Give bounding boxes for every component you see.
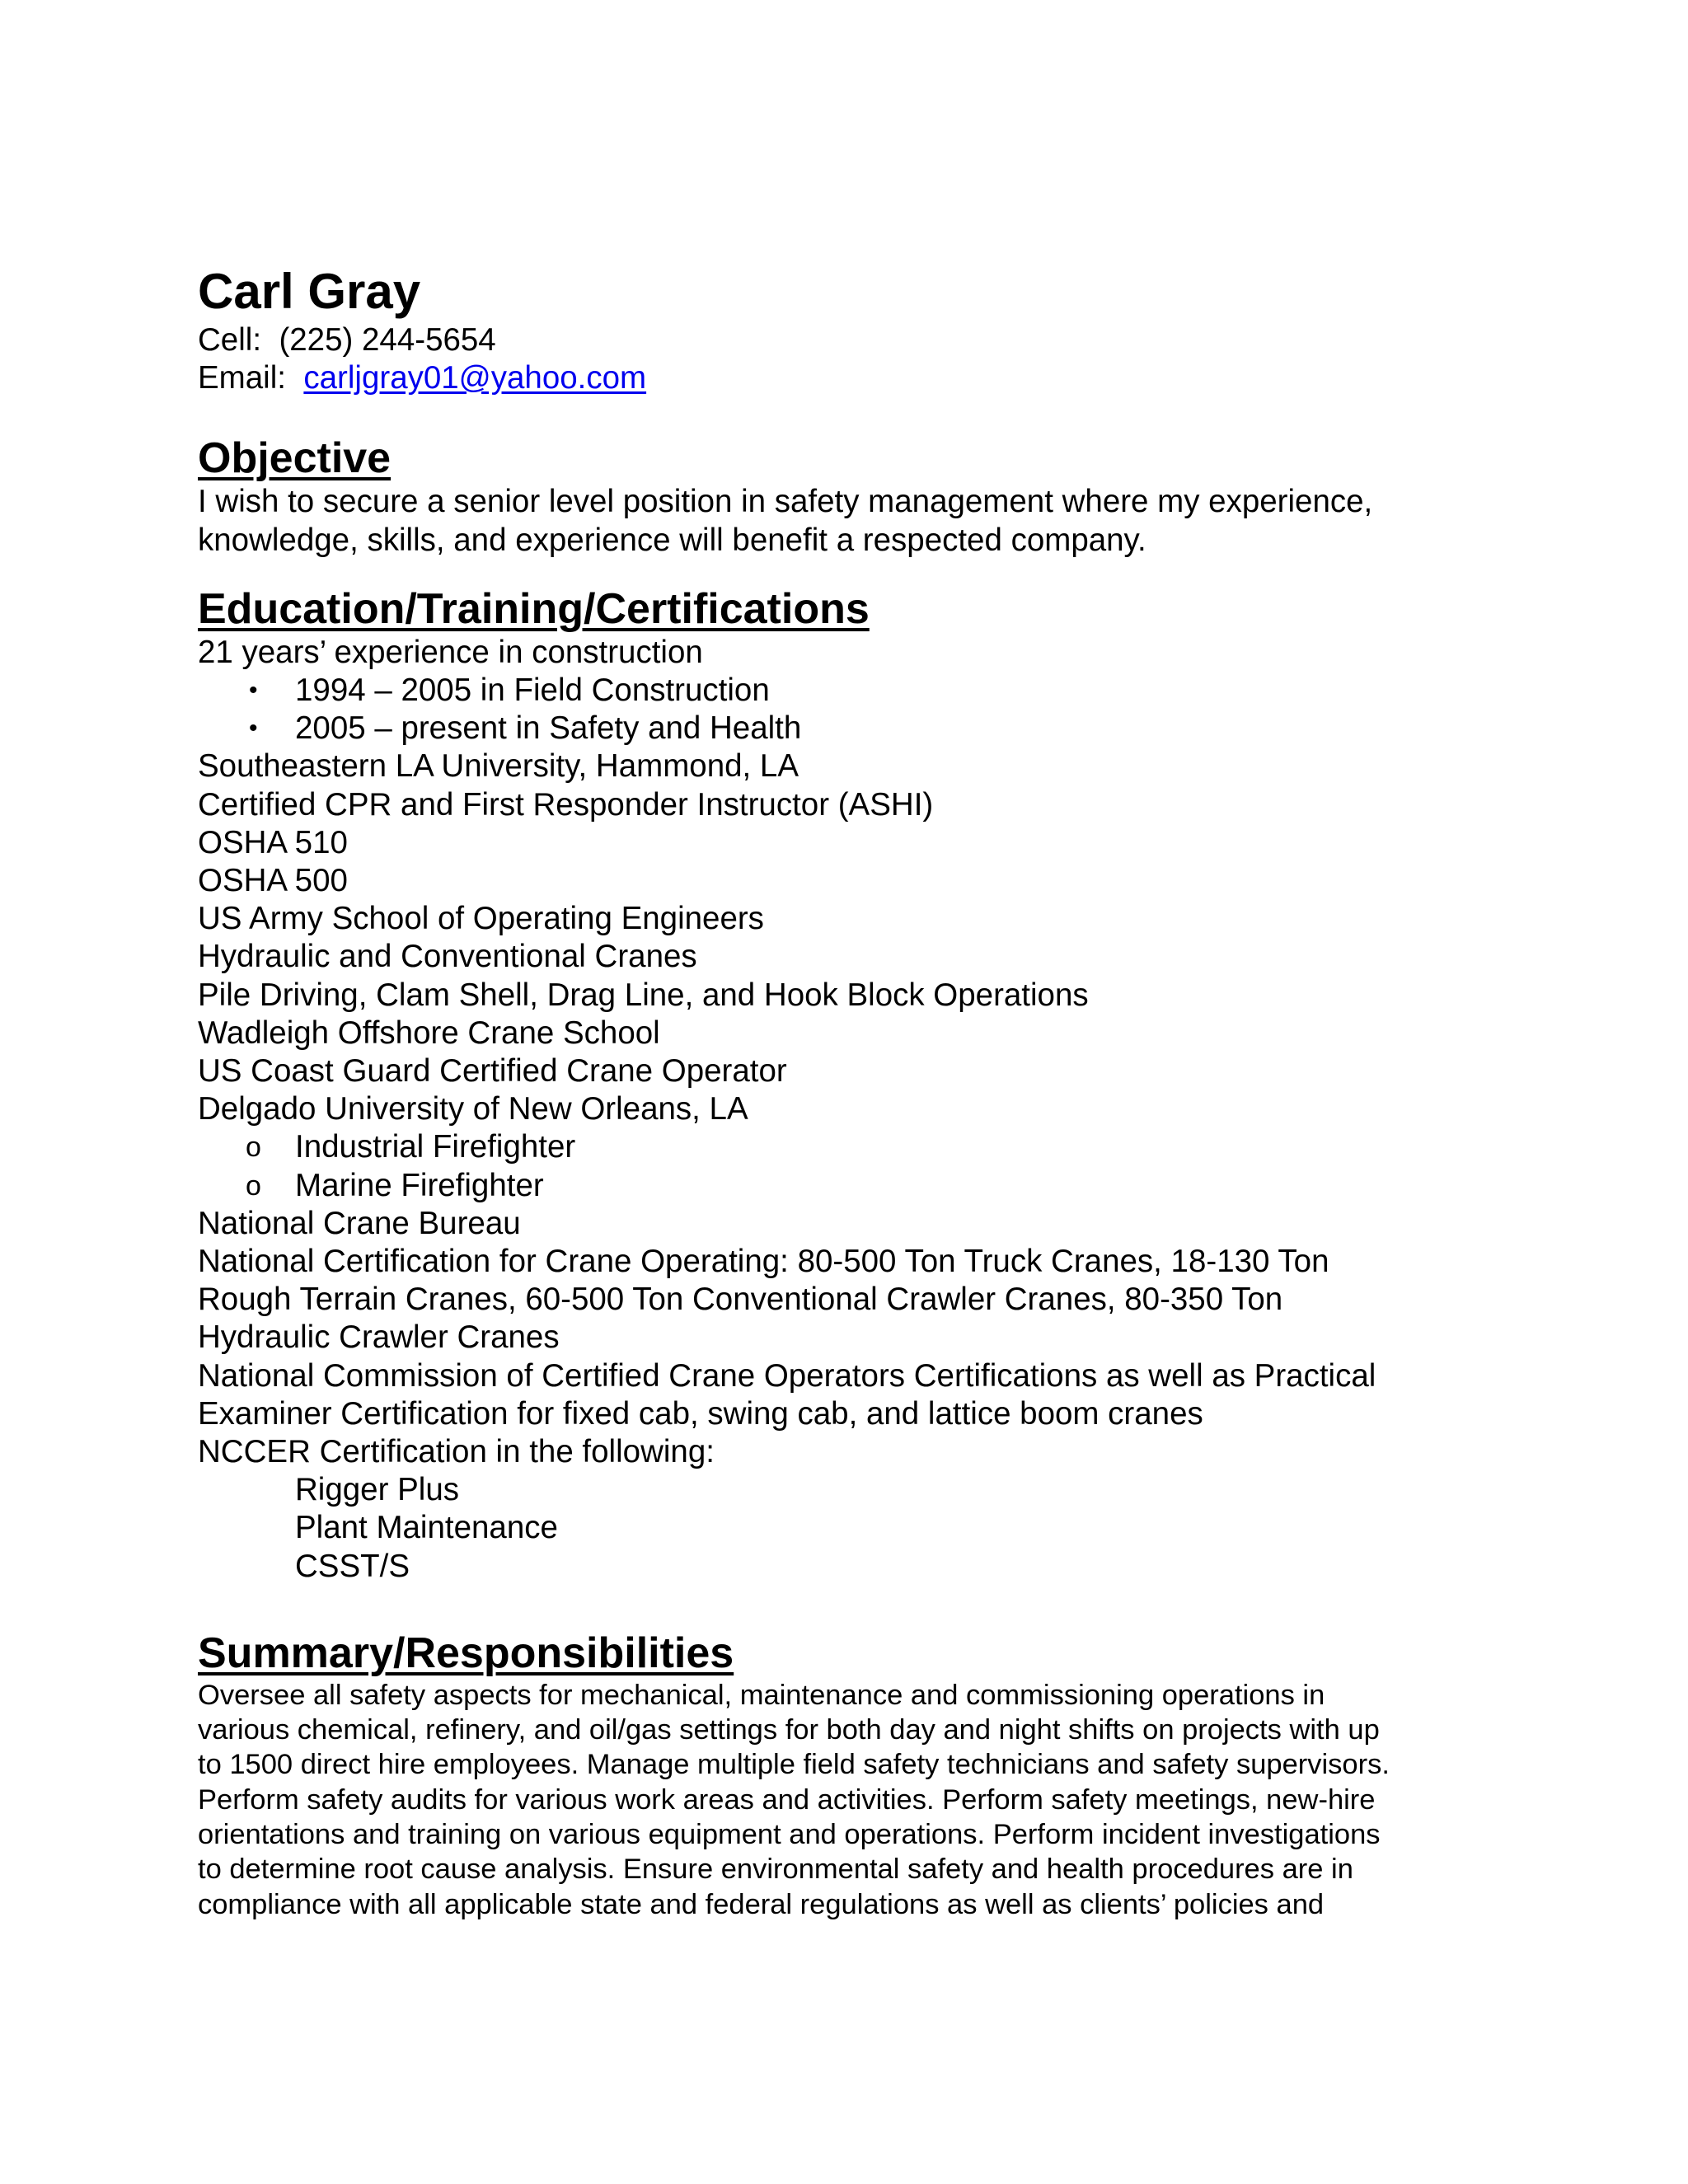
cell-value: (225) 244-5654 bbox=[279, 322, 496, 358]
objective-line: knowledge, skills, and experience will benefit a respected company. bbox=[198, 522, 1146, 558]
summary-paragraph bbox=[198, 1678, 1484, 1922]
applicant-name: Carl Gray bbox=[198, 264, 421, 319]
summary-heading: Summary/Responsibilities bbox=[198, 1629, 734, 1677]
email-label: Email: bbox=[198, 360, 286, 396]
experience-intro: 21 years’ experience in construction bbox=[198, 634, 703, 670]
education-item: Delgado University of New Orleans, LA bbox=[198, 1091, 748, 1127]
cell-phone-line bbox=[198, 321, 1484, 359]
bullet-icon: • bbox=[249, 715, 258, 743]
resume-header bbox=[198, 262, 1484, 397]
resume-page bbox=[198, 262, 1484, 1922]
firefighter-bullet-item bbox=[198, 1167, 1484, 1205]
education-heading: Education/Training/Certifications bbox=[198, 584, 870, 633]
nccer-item: Plant Maintenance bbox=[295, 1510, 558, 1546]
education-item: Certified CPR and First Responder Instructor (ASHI) bbox=[198, 786, 934, 823]
summary-line: various chemical, refinery, and oil/gas settings for both day and night shifts on projects with up bbox=[198, 1714, 1380, 1746]
education-item: Examiner Certification for fixed cab, swing cab, and lattice boom cranes bbox=[198, 1395, 1203, 1432]
education-section bbox=[198, 634, 1484, 1586]
experience-bullet-item bbox=[198, 672, 1484, 710]
education-item: National Commission of Certified Crane Operators Certifications as well as Practical bbox=[198, 1357, 1376, 1394]
bullet-icon: • bbox=[249, 677, 258, 705]
summary-line: to determine root cause analysis. Ensure environmental safety and health procedures are in bbox=[198, 1854, 1353, 1886]
education-item: US Coast Guard Certified Crane Operator bbox=[198, 1053, 787, 1090]
education-item: NCCER Certification in the following: bbox=[198, 1434, 715, 1470]
nccer-item: Rigger Plus bbox=[295, 1472, 460, 1508]
objective-heading: Objective bbox=[198, 434, 392, 483]
experience-bullet-text: 2005 – present in Safety and Health bbox=[295, 710, 802, 747]
summary-line: Perform safety audits for various work areas and activities. Perform safety meetings, new-hire bbox=[198, 1783, 1376, 1816]
education-item: Hydraulic and Conventional Cranes bbox=[198, 939, 697, 975]
firefighter-bullet-item bbox=[198, 1128, 1484, 1166]
education-item: Wadleigh Offshore Crane School bbox=[198, 1015, 660, 1051]
summary-line: compliance with all applicable state and federal regulations as well as clients’ policies and bbox=[198, 1888, 1325, 1920]
experience-bullet-text: 1994 – 2005 in Field Construction bbox=[295, 673, 770, 709]
education-item: Southeastern LA University, Hammond, LA bbox=[198, 748, 799, 785]
cell-label: Cell: bbox=[198, 322, 262, 358]
summary-line: orientations and training on various equipment and operations. Perform incident investigations bbox=[198, 1819, 1381, 1851]
objective-line: I wish to secure a senior level position in safety management where my experience, bbox=[198, 484, 1373, 520]
education-item: OSHA 500 bbox=[198, 863, 348, 899]
summary-line: to 1500 direct hire employees. Manage multiple field safety technicians and safety supervisors. bbox=[198, 1749, 1390, 1781]
circle-bullet-icon: o bbox=[246, 1169, 261, 1202]
education-item: National Certification for Crane Operating: 80-500 Ton Truck Cranes, 18-130 Ton bbox=[198, 1244, 1329, 1280]
firefighter-bullet-text: Marine Firefighter bbox=[295, 1167, 544, 1203]
education-item: Hydraulic Crawler Cranes bbox=[198, 1319, 560, 1356]
summary-line: Oversee all safety aspects for mechanical, maintenance and commissioning operations in bbox=[198, 1679, 1325, 1711]
education-item: National Crane Bureau bbox=[198, 1205, 521, 1241]
circle-bullet-icon: o bbox=[246, 1132, 261, 1164]
education-item: Pile Driving, Clam Shell, Drag Line, and Hook Block Operations bbox=[198, 977, 1089, 1013]
experience-bullet-item bbox=[198, 710, 1484, 748]
education-item: US Army School of Operating Engineers bbox=[198, 901, 764, 937]
education-item: Rough Terrain Cranes, 60-500 Ton Conventional Crawler Cranes, 80-350 Ton bbox=[198, 1282, 1283, 1318]
nccer-item: CSST/S bbox=[295, 1548, 410, 1584]
firefighter-bullet-text: Industrial Firefighter bbox=[295, 1129, 576, 1165]
email-link[interactable]: carljgray01@yahoo.com bbox=[303, 360, 647, 396]
objective-text bbox=[198, 483, 1484, 559]
email-line bbox=[198, 359, 1484, 397]
education-item: OSHA 510 bbox=[198, 824, 348, 860]
